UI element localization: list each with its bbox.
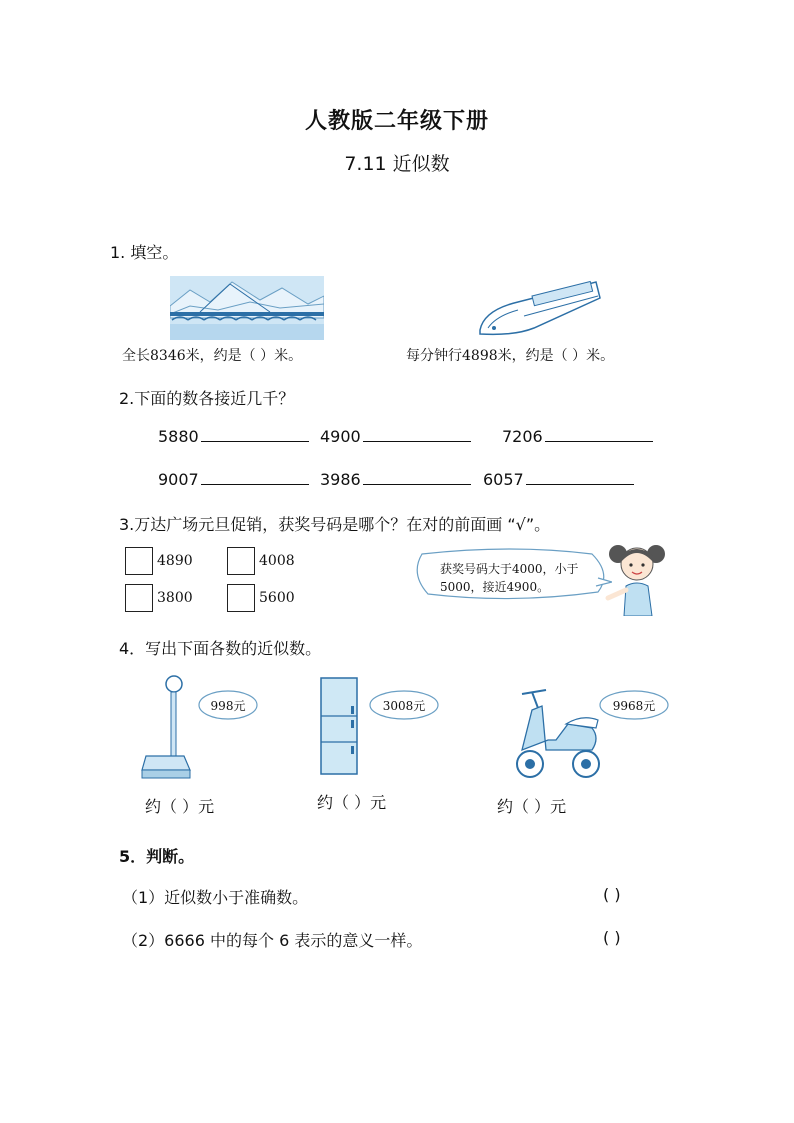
page-subtitle: 7.11 近似数 — [344, 153, 450, 175]
q2-number: 6057 — [483, 470, 524, 489]
answer-blank[interactable] — [545, 440, 653, 442]
checkbox-4008[interactable] — [227, 547, 255, 575]
option-label: 4008 — [259, 553, 295, 569]
option-label: 4890 — [157, 553, 193, 569]
judge-paren-2[interactable]: ( ) — [603, 928, 621, 947]
q2-number: 3986 — [320, 470, 361, 489]
hint-text: 获奖号码大于4000，小于5000，接近4900。 — [440, 562, 579, 594]
checkbox-5600[interactable] — [227, 584, 255, 612]
fridge-illustration — [319, 676, 359, 776]
q5-heading: 5．判断。 — [119, 847, 195, 866]
scooter-illustration — [512, 680, 604, 780]
checkbox-3800[interactable] — [125, 584, 153, 612]
option-label: 5600 — [259, 590, 295, 606]
approx-answer-2[interactable]: 约（ ）元 — [317, 793, 387, 812]
judge-paren-1[interactable]: ( ) — [603, 885, 621, 904]
q2-item-6 — [483, 470, 634, 489]
answer-blank[interactable] — [201, 483, 309, 485]
option-label: 3800 — [157, 590, 193, 606]
q4-heading: 4．写出下面各数的近似数。 — [119, 639, 322, 658]
checkbox-4890[interactable] — [125, 547, 153, 575]
q2-number: 5880 — [158, 427, 199, 446]
q3-heading: 3.万达广场元旦促销，获奖号码是哪个？在对的前面画 “√”。 — [119, 515, 551, 534]
q2-item-5 — [320, 470, 471, 489]
approx-answer-3[interactable]: 约（ ）元 — [497, 797, 567, 816]
q1-heading: 1. 填空。 — [110, 243, 179, 262]
answer-blank[interactable] — [363, 483, 471, 485]
q2-number: 7206 — [502, 427, 543, 446]
page-title: 人教版二年级下册 — [304, 109, 489, 134]
q2-number: 9007 — [158, 470, 199, 489]
train-caption: 每分钟行4898米，约是（ ）米。 — [406, 348, 615, 364]
scale-illustration — [140, 674, 192, 782]
price-label: 3008元 — [382, 699, 426, 713]
train-illustration — [474, 276, 602, 340]
girl-illustration — [604, 540, 670, 616]
bridge-illustration — [170, 276, 324, 340]
answer-blank[interactable] — [526, 483, 634, 485]
price-label: 998元 — [210, 699, 246, 713]
q2-item-4 — [158, 470, 309, 489]
answer-blank[interactable] — [201, 440, 309, 442]
bridge-caption: 全长8346米，约是（ ）米。 — [122, 348, 303, 364]
q2-number: 4900 — [320, 427, 361, 446]
answer-blank[interactable] — [363, 440, 471, 442]
price-label: 9968元 — [612, 699, 656, 713]
q2-item-3 — [502, 427, 653, 446]
q2-heading: 2.下面的数各接近几千？ — [119, 389, 295, 408]
q2-item-2 — [320, 427, 471, 446]
q2-item-1 — [158, 427, 309, 446]
q5-item-2: （2）6666 中的每个 6 表示的意义一样。 — [122, 931, 423, 950]
q5-item-1: （1）近似数小于准确数。 — [122, 888, 309, 907]
approx-answer-1[interactable]: 约（ ）元 — [145, 797, 215, 816]
